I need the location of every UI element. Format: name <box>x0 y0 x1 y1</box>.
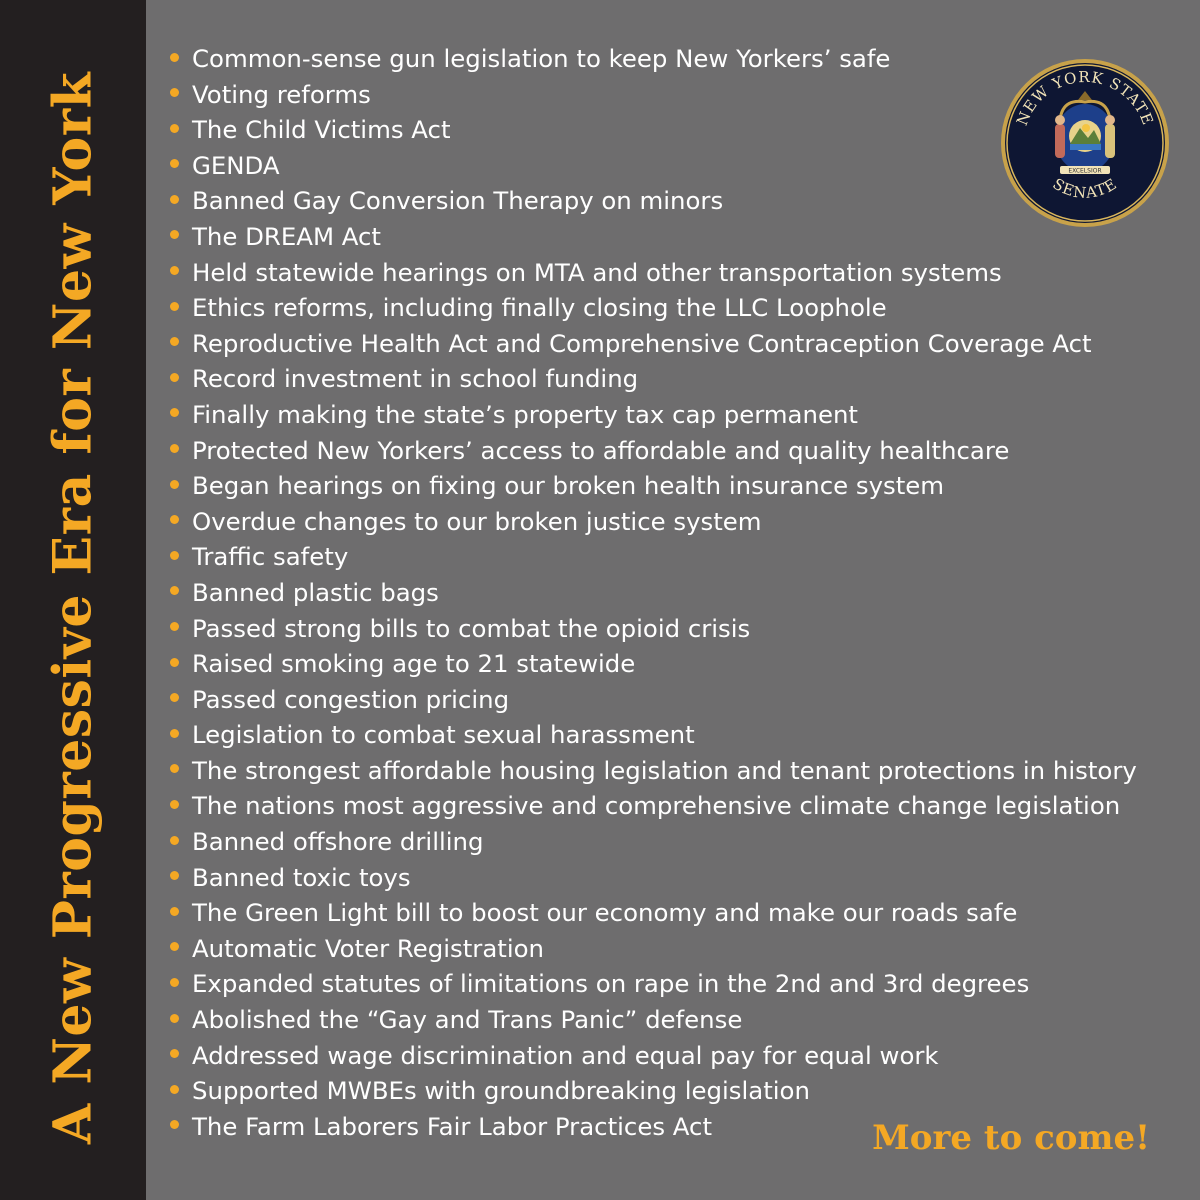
list-item <box>170 112 1137 148</box>
list-item <box>170 824 1137 860</box>
list-item-text: Abolished the “Gay and Trans Panic” defense <box>192 1005 743 1035</box>
list-item <box>170 966 1137 1002</box>
bullet-icon <box>170 729 179 738</box>
list-item <box>170 504 1137 540</box>
list-item-text: Began hearings on fixing our broken health insurance system <box>192 471 945 501</box>
list-item-text: The DREAM Act <box>192 221 381 251</box>
list-item-text: Banned plastic bags <box>192 577 439 607</box>
list-item <box>170 290 1137 326</box>
list-item <box>170 255 1137 291</box>
list-item-text: Held statewide hearings on MTA and other transportation systems <box>192 257 1002 287</box>
bullet-icon <box>170 515 179 524</box>
seal-bottom-text: SENATE <box>1049 174 1121 203</box>
list-item <box>170 77 1137 113</box>
list-item <box>170 1038 1137 1074</box>
list-item <box>170 1002 1137 1038</box>
bullet-icon <box>170 800 179 809</box>
bullet-icon <box>170 551 179 560</box>
bullet-icon <box>170 159 179 168</box>
list-item <box>170 611 1137 647</box>
bullet-icon <box>170 1014 179 1023</box>
list-item <box>170 326 1137 362</box>
list-item-text: Passed congestion pricing <box>192 684 510 714</box>
list-item-text: Supported MWBEs with groundbreaking legislation <box>192 1076 810 1106</box>
list-item <box>170 717 1137 753</box>
list-item-text: The nations most aggressive and comprehensive climate change legislation <box>192 791 1121 821</box>
list-item-text: Expanded statutes of limitations on rape in the 2nd and 3rd degrees <box>192 969 1030 999</box>
bullet-icon <box>170 1085 179 1094</box>
list-item-text: The Child Victims Act <box>192 115 451 145</box>
bullet-icon <box>170 978 179 987</box>
page-title: A New Progressive Era for New York <box>42 71 104 1145</box>
bullet-icon <box>170 693 179 702</box>
list-item <box>170 682 1137 718</box>
list-item <box>170 183 1137 219</box>
list-item-text: Banned Gay Conversion Therapy on minors <box>192 186 724 216</box>
bullet-icon <box>170 480 179 489</box>
bullet-icon <box>170 836 179 845</box>
list-item <box>170 41 1137 77</box>
list-item <box>170 361 1137 397</box>
list-item <box>170 788 1137 824</box>
seal-motto: EXCELSIOR <box>1068 167 1102 175</box>
list-item <box>170 219 1137 255</box>
bullet-icon <box>170 622 179 631</box>
bullet-icon <box>170 658 179 667</box>
list-item-text: Automatic Voter Registration <box>192 933 544 963</box>
accomplishments-list <box>170 41 1137 1144</box>
list-item <box>170 895 1137 931</box>
bullet-icon <box>170 53 179 62</box>
list-item <box>170 860 1137 896</box>
bullet-icon <box>170 1120 179 1129</box>
list-item <box>170 433 1137 469</box>
list-item <box>170 931 1137 967</box>
bullet-icon <box>170 942 179 951</box>
list-item-text: Banned offshore drilling <box>192 827 484 857</box>
bullet-icon <box>170 1049 179 1058</box>
bullet-icon <box>170 907 179 916</box>
list-item-text: Legislation to combat sexual harassment <box>192 720 695 750</box>
list-item-text: Passed strong bills to combat the opioid crisis <box>192 613 751 643</box>
list-item <box>170 575 1137 611</box>
list-item-text: Finally making the state’s property tax cap permanent <box>192 399 858 429</box>
list-item <box>170 646 1137 682</box>
list-item-text: Reproductive Health Act and Comprehensive Contraception Coverage Act <box>192 328 1092 358</box>
bullet-icon <box>170 444 179 453</box>
list-item-text: Ethics reforms, including finally closing the LLC Loophole <box>192 293 887 323</box>
list-item-text: The Green Light bill to boost our economy and make our roads safe <box>192 898 1018 928</box>
list-item <box>170 397 1137 433</box>
list-item-text: The Farm Laborers Fair Labor Practices Act <box>192 1111 713 1141</box>
bullet-icon <box>170 124 179 133</box>
bullet-icon <box>170 302 179 311</box>
senate-seal-logo <box>1000 58 1170 228</box>
list-item <box>170 1073 1137 1109</box>
title-sidebar <box>0 0 146 1200</box>
bullet-icon <box>170 266 179 275</box>
list-item <box>170 539 1137 575</box>
list-item-text: Addressed wage discrimination and equal pay for equal work <box>192 1040 939 1070</box>
list-item-text: Record investment in school funding <box>192 364 639 394</box>
bullet-icon <box>170 586 179 595</box>
bullet-icon <box>170 88 179 97</box>
list-item <box>170 468 1137 504</box>
list-item-text: Voting reforms <box>192 79 371 109</box>
list-item <box>170 753 1137 789</box>
bullet-icon <box>170 337 179 346</box>
bullet-icon <box>170 764 179 773</box>
list-item-text: The strongest affordable housing legislation and tenant protections in history <box>192 755 1137 785</box>
bullet-icon <box>170 230 179 239</box>
bullet-icon <box>170 871 179 880</box>
bullet-icon <box>170 195 179 204</box>
list-item-text: Traffic safety <box>192 542 349 572</box>
list-item-text: Banned toxic toys <box>192 862 411 892</box>
list-item-text: Raised smoking age to 21 statewide <box>192 649 636 679</box>
list-item-text: GENDA <box>192 150 280 180</box>
more-to-come-text: More to come! <box>872 1118 1150 1158</box>
bullet-icon <box>170 408 179 417</box>
seal-top-text: NEW YORK STATE <box>1012 67 1158 129</box>
list-item-text: Overdue changes to our broken justice system <box>192 506 762 536</box>
list-item <box>170 148 1137 184</box>
bullet-icon <box>170 373 179 382</box>
list-item-text: Common-sense gun legislation to keep New Yorkers’ safe <box>192 44 891 73</box>
list-item-text: Protected New Yorkers’ access to affordable and quality healthcare <box>192 435 1010 465</box>
